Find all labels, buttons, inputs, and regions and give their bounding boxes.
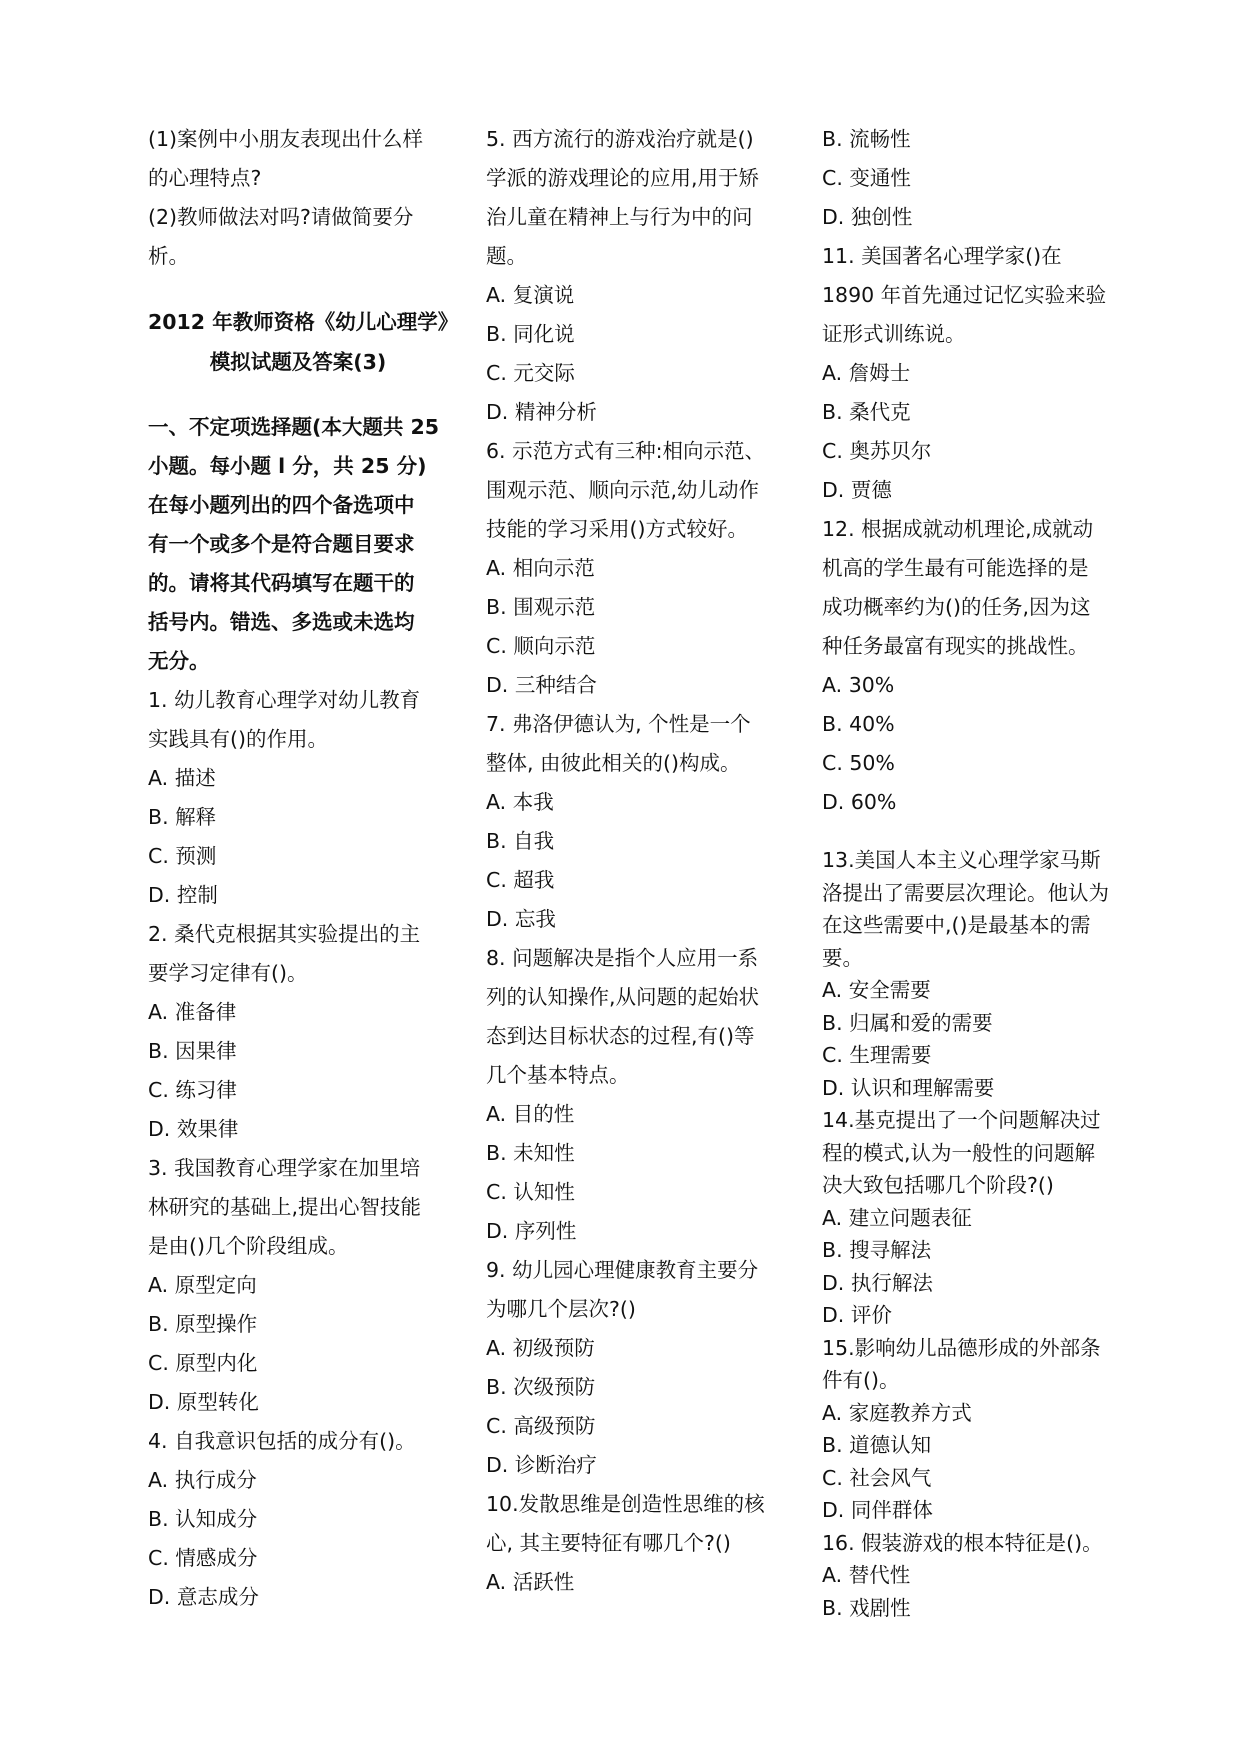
text-line: A. 相向示范 <box>486 556 595 580</box>
text-line: 洛提出了需要层次理论。他认为 <box>822 880 1109 905</box>
text-line: B. 未知性 <box>486 1141 575 1165</box>
question-list <box>148 681 448 1617</box>
text-line: B. 道德认知 <box>822 1433 932 1457</box>
text-line: 学派的游戏理论的应用,用于矫 <box>486 166 760 190</box>
text-line: 程的模式,认为一般性的问题解 <box>822 1140 1096 1165</box>
text-line: C. 顺向示范 <box>486 634 596 658</box>
text-line: B. 围观示范 <box>486 595 596 619</box>
text-line: 6. 示范方式有三种:相向示范、 <box>486 439 765 463</box>
text-line: 是由()几个阶段组成。 <box>148 1234 349 1258</box>
text-line: 态到达目标状态的过程,有()等 <box>486 1024 755 1048</box>
text-line: 件有()。 <box>822 1368 900 1392</box>
text-line: 9. 幼儿园心理健康教育主要分 <box>486 1258 759 1282</box>
text-line: D. 序列性 <box>486 1219 577 1243</box>
text-line: 治儿童在精神上与行为中的问 <box>486 205 753 229</box>
text-line: 16. 假装游戏的根本特征是()。 <box>822 1530 1103 1555</box>
column-middle <box>486 120 786 1602</box>
title-line: 2012 年教师资格《幼儿心理学》 <box>148 310 459 334</box>
text-line: A. 复演说 <box>486 283 575 307</box>
text-line: 在这些需要中,()是最基本的需 <box>822 913 1091 937</box>
text-line: B. 解释 <box>148 805 217 829</box>
text-line: A. 詹姆士 <box>822 361 911 385</box>
text-line: 题。 <box>486 244 527 268</box>
text-line: B. 搜寻解法 <box>822 1238 932 1262</box>
text-line: D. 效果律 <box>148 1117 239 1141</box>
text-line: A. 目的性 <box>486 1102 575 1126</box>
text-line: D. 诊断治疗 <box>486 1453 597 1477</box>
section-line: 一、不定项选择题(本大题共 25 <box>148 415 440 439</box>
text-line: A. 安全需要 <box>822 978 931 1002</box>
text-line: 实践具有()的作用。 <box>148 727 328 751</box>
text-line: 心, 其主要特征有哪几个?() <box>486 1531 731 1555</box>
text-line: 12. 根据成就动机理论,成就动 <box>822 517 1094 541</box>
text-line: D. 原型转化 <box>148 1390 259 1414</box>
text-line: D. 执行解法 <box>822 1270 933 1295</box>
section-line: 无分。 <box>148 649 210 673</box>
text-line: C. 预测 <box>148 844 217 868</box>
text-line: A. 替代性 <box>822 1563 911 1587</box>
column-right <box>822 120 1122 1624</box>
text-line: C. 练习律 <box>148 1078 237 1102</box>
section-line: 有一个或多个是符合题目要求 <box>148 532 415 556</box>
text-line: A. 执行成分 <box>148 1468 257 1492</box>
text-line: 11. 美国著名心理学家()在 <box>822 244 1062 268</box>
text-line: B. 原型操作 <box>148 1312 258 1336</box>
text-line: 10.发散思维是创造性思维的核 <box>486 1492 765 1516</box>
text-line: D. 忘我 <box>486 907 556 931</box>
text-line: D. 评价 <box>822 1303 892 1327</box>
text-line: 7. 弗洛伊德认为, 个性是一个 <box>486 712 751 736</box>
text-line: C. 情感成分 <box>148 1546 258 1570</box>
text-line: D. 意志成分 <box>148 1585 259 1609</box>
column-left <box>148 120 459 1617</box>
text-line: A. 本我 <box>486 790 554 814</box>
text-line: C. 生理需要 <box>822 1043 932 1067</box>
text-line: B. 流畅性 <box>822 127 911 151</box>
text-line: 成功概率约为()的任务,因为这 <box>822 595 1091 619</box>
text-line: A. 建立问题表征 <box>822 1205 972 1230</box>
text-line: (2)教师做法对吗?请做简要分 <box>148 205 414 229</box>
case-questions <box>148 120 448 276</box>
text-line: B. 40% <box>822 712 895 736</box>
text-line: 列的认知操作,从问题的起始状 <box>486 985 760 1009</box>
text-line: C. 50% <box>822 751 895 775</box>
text-line: D. 同伴群体 <box>822 1498 933 1522</box>
text-line: D. 精神分析 <box>486 400 597 424</box>
question-list <box>486 120 786 1602</box>
text-line: (1)案例中小朋友表现出什么样 <box>148 127 424 151</box>
text-line: B. 戏剧性 <box>822 1595 911 1620</box>
text-line: 15.影响幼儿品德形成的外部条 <box>822 1335 1101 1360</box>
text-line: A. 准备律 <box>148 1000 237 1024</box>
title-line: 模拟试题及答案(3) <box>209 350 387 374</box>
question-list <box>822 120 1122 822</box>
text-line: 的心理特点? <box>148 166 262 190</box>
text-line: 围观示范、顺向示范,幼儿动作 <box>486 478 760 502</box>
text-line: A. 家庭教养方式 <box>822 1400 972 1425</box>
text-line: 析。 <box>148 244 189 268</box>
text-line: C. 认知性 <box>486 1180 575 1204</box>
text-line: 13.美国人本主义心理学家马斯 <box>822 848 1101 872</box>
text-line: A. 描述 <box>148 766 216 790</box>
text-line: D. 认识和理解需要 <box>822 1075 995 1100</box>
text-line: D. 独创性 <box>822 205 913 229</box>
text-line: C. 变通性 <box>822 166 911 190</box>
question-list-compact <box>822 844 1122 1624</box>
text-line: C. 奥苏贝尔 <box>822 439 932 463</box>
text-line: 几个基本特点。 <box>486 1063 630 1087</box>
text-line: 林研究的基础上,提出心智技能 <box>148 1195 422 1219</box>
text-line: 技能的学习采用()方式较好。 <box>486 517 748 541</box>
text-line: B. 同化说 <box>486 322 575 346</box>
text-line: 为哪几个层次?() <box>486 1297 636 1321</box>
text-line: B. 认知成分 <box>148 1507 258 1531</box>
text-line: B. 因果律 <box>148 1039 237 1063</box>
text-line: A. 初级预防 <box>486 1336 595 1360</box>
text-line: 决大致包括哪几个阶段?() <box>822 1173 1054 1197</box>
text-line: 8. 问题解决是指个人应用一系 <box>486 946 759 970</box>
text-line: C. 原型内化 <box>148 1351 258 1375</box>
text-line: 种任务最富有现实的挑战性。 <box>822 634 1089 658</box>
text-line: B. 归属和爱的需要 <box>822 1010 993 1035</box>
text-line: D. 60% <box>822 790 897 814</box>
text-line: 整体, 由彼此相关的()构成。 <box>486 751 741 775</box>
text-line: 证形式训练说。 <box>822 322 966 346</box>
text-line: 5. 西方流行的游戏治疗就是() <box>486 127 754 151</box>
text-line: 4. 自我意识包括的成分有()。 <box>148 1429 416 1453</box>
section-line: 的。请将其代码填写在题干的 <box>148 571 415 595</box>
text-line: 1890 年首先通过记忆实验来验 <box>822 283 1107 307</box>
text-line: C. 社会风气 <box>822 1465 932 1490</box>
text-line: A. 活跃性 <box>486 1570 575 1594</box>
text-line: 14.基克提出了一个问题解决过 <box>822 1108 1101 1132</box>
text-line: 机高的学生最有可能选择的是 <box>822 556 1089 580</box>
text-line: C. 超我 <box>486 868 555 892</box>
text-line: D. 控制 <box>148 883 218 907</box>
document-title <box>148 302 459 382</box>
text-line: D. 三种结合 <box>486 673 597 697</box>
text-line: 3. 我国教育心理学家在加里培 <box>148 1156 421 1180</box>
text-line: A. 原型定向 <box>148 1273 257 1297</box>
section-heading <box>148 408 448 681</box>
text-line: 要学习定律有()。 <box>148 961 308 985</box>
text-line: B. 次级预防 <box>486 1375 596 1399</box>
section-line: 括号内。错选、多选或未选均 <box>148 610 415 634</box>
section-line: 在每小题列出的四个备选项中 <box>148 493 415 517</box>
text-line: A. 30% <box>822 673 895 697</box>
text-line: B. 桑代克 <box>822 400 911 424</box>
section-line: 小题。每小题 l 分，共 25 分) <box>148 454 427 478</box>
text-line: C. 高级预防 <box>486 1414 596 1438</box>
text-line: B. 自我 <box>486 829 555 853</box>
text-line: 要。 <box>822 945 863 970</box>
text-line: C. 元交际 <box>486 361 575 385</box>
text-line: 1. 幼儿教育心理学对幼儿教育 <box>148 688 421 712</box>
text-line: 2. 桑代克根据其实验提出的主 <box>148 922 421 946</box>
text-line: D. 贾德 <box>822 478 892 502</box>
